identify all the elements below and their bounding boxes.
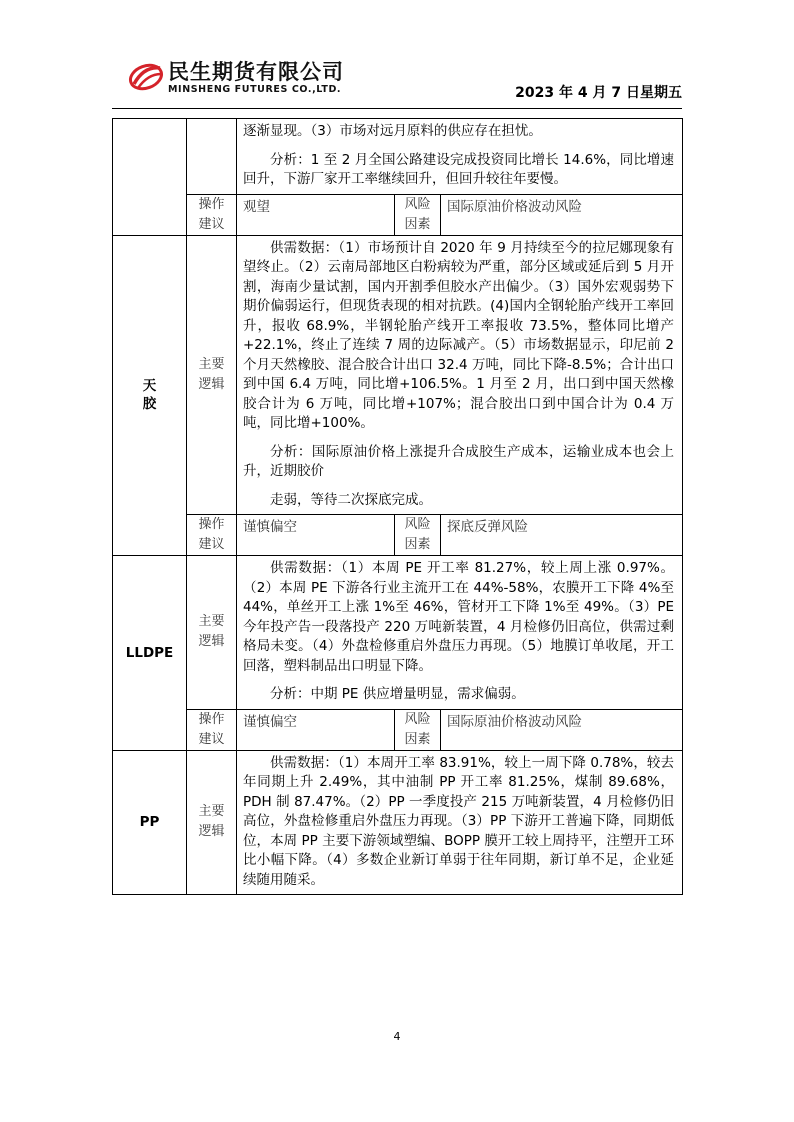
minsheng-logo-icon bbox=[128, 58, 164, 94]
operation-label: 操作建议 bbox=[187, 515, 237, 556]
operation-label: 操作建议 bbox=[187, 709, 237, 750]
report-date: 2023 年 4 月 7 日星期五 bbox=[515, 85, 682, 101]
logic-content-pp bbox=[237, 750, 683, 895]
logo-english-name: MINSHENG FUTURES CO.,LTD. bbox=[168, 84, 342, 95]
lldpe-analysis-text: 分析：中期 PE 供应增量明显，需求偏弱。 bbox=[270, 686, 525, 702]
logic-content-lldpe bbox=[237, 556, 683, 710]
prev-supply-text: 逐渐显现。（3）市场对远月原料的供应存在担忧。 bbox=[243, 123, 542, 139]
category-rubber: 天胶 bbox=[113, 235, 187, 556]
operation-value-lldpe: 谨慎偏空 bbox=[237, 709, 395, 750]
table-row-lldpe-op bbox=[113, 709, 683, 750]
category-cell-prev bbox=[113, 119, 187, 236]
logic-label: 主要逻辑 bbox=[187, 235, 237, 515]
operation-value-rubber: 谨慎偏空 bbox=[237, 515, 395, 556]
table-row-pp-logic bbox=[113, 750, 683, 895]
logic-label-cell bbox=[187, 119, 237, 195]
page-number: 4 bbox=[393, 1030, 401, 1043]
risk-label: 风险因素 bbox=[395, 709, 441, 750]
rubber-analysis-text: 分析：国际原油价格上涨提升合成胶生产成本，运输业成本也会上升，近期胶价 bbox=[243, 443, 675, 479]
logic-label: 主要逻辑 bbox=[187, 750, 237, 895]
lldpe-supply-text: 供需数据：（1）本周 PE 开工率 81.27%，较上周上涨 0.97%。（2）本周 PE 下游各行业主流开工在 44%-58%，农膜开工下降 4%至 44%，单丝开工上涨 1%至 46%，管材开工下降 1%至 49%。（3）PE 今年投产告一段落投产 220 万吨新装置，4 月检修仍旧高位，供需过剩格局未变。（4）外盘检修重启外盘压力再现。（5）地膜订单收尾，开工回落，塑料制品出口明显下降。 bbox=[243, 560, 675, 674]
logic-content-rubber bbox=[237, 235, 683, 515]
prev-analysis-text: 分析：1 至 2 月全国公路建设完成投资同比增长 14.6%，同比增速回升，下游厂家开工率继续回升，但回升较往年要慢。 bbox=[243, 151, 675, 187]
category-lldpe: LLDPE bbox=[113, 556, 187, 751]
risk-label: 风险因素 bbox=[395, 194, 441, 235]
table-row-lldpe-logic bbox=[113, 556, 683, 710]
risk-value-prev: 国际原油价格波动风险 bbox=[441, 194, 683, 235]
category-pp: PP bbox=[113, 750, 187, 895]
risk-value-lldpe: 国际原油价格波动风险 bbox=[441, 709, 683, 750]
table-row-prev-logic bbox=[113, 119, 683, 195]
risk-label: 风险因素 bbox=[395, 515, 441, 556]
operation-label: 操作建议 bbox=[187, 194, 237, 235]
risk-value-rubber: 探底反弹风险 bbox=[441, 515, 683, 556]
logo-chinese-name: 民生期货有限公司 bbox=[168, 60, 344, 84]
rubber-supply-text: 供需数据：（1）市场预计自 2020 年 9 月持续至今的拉尼娜现象有望终止。（2）云南局部地区白粉病较为严重，部分区域或延后到 5 月开割，海南少量试割，国内开割季但胶水产出偏少。（3）国外宏观弱势下期价偏弱运行，但现货表现的相对抗跌。(4)国内全钢轮胎产线开工率回升，报收 68.9%，半钢轮胎产线开工率报收 73.5%，整体同比增产+22.1%，终止了连续 7 周的边际减产。（5）市场数据显示，印尼前 2 个月天然橡胶、混合胶合计出口 32.4 万吨，同比下降-8.5%；合计出口到中国 6.4 万吨，同比增+106.5%。1 月至 2 月，出口到中国天然橡胶合计为 6 万吨，同比增+107%；混合胶出口到中国合计为 0.4 万吨，同比增+100%。 bbox=[243, 239, 675, 431]
table-row-rubber-op bbox=[113, 515, 683, 556]
commodity-table bbox=[112, 118, 683, 895]
operation-value-prev: 观望 bbox=[237, 194, 395, 235]
table-row-rubber-logic bbox=[113, 235, 683, 515]
pp-supply-text: 供需数据：（1）本周开工率 83.91%，较上一周下降 0.78%，较去年同期上升 2.49%，其中油制 PP 开工率 81.25%，煤制 89.68%，PDH 制 87.47%。（2）PP 一季度投产 215 万吨新装置，4 月检修仍旧高位，外盘检修重启外盘压力再现。（3）PP 下游开工普遍下降，同期低位，本周 PP 主要下游领域塑编、BOPP 膜开工较上周持平，注塑开工环比小幅下降。（4）多数企业新订单弱于往年同期，新订单不足，企业延续随用随采。 bbox=[243, 754, 675, 888]
rubber-trend-text: 走弱，等待二次探底完成。 bbox=[270, 491, 432, 508]
table-row-prev-op bbox=[113, 194, 683, 235]
logic-label: 主要逻辑 bbox=[187, 556, 237, 710]
header-divider bbox=[112, 108, 682, 109]
company-logo bbox=[128, 56, 368, 100]
logic-content-prev bbox=[237, 119, 683, 195]
